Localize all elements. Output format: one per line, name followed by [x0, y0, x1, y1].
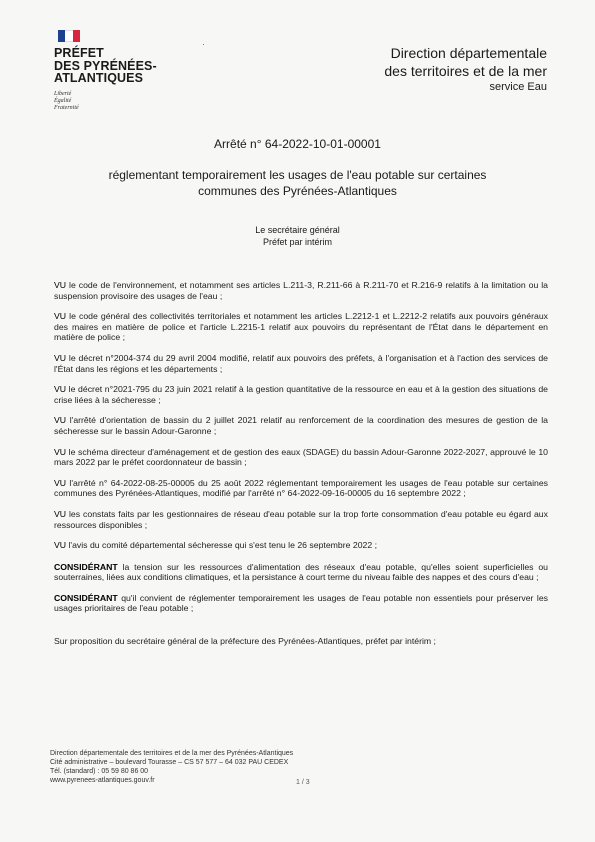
footer-line: Direction départementale des territoires et de la mer des Pyrénées-Atlantiques — [50, 750, 294, 757]
paragraph-keyword: VU — [54, 415, 67, 426]
motto-line: Égalité — [54, 97, 72, 104]
motto-line: Liberté — [54, 90, 72, 97]
paragraph-text: le code de l'environnement, et notamment ses articles L.211-3, R.211-66 à R.211-70 et R.216-9 relatifs à la limitation ou la suspension provisoire des usages de l'eau ; — [54, 280, 548, 301]
service-line-3: service Eau — [489, 81, 547, 93]
signer-block — [0, 224, 595, 248]
visa-paragraph — [54, 562, 548, 583]
paragraph-text: l'arrêté d'orientation de bassin du 2 juillet 2021 relatif au renforcement de la coordination des mesures de gestion de la sécheresse sur le bassin Adour-Garonne ; — [54, 415, 548, 436]
prefet-title-line: PRÉFET — [54, 46, 104, 60]
paragraph-text: le décret n°2004-374 du 29 avril 2004 modifié, relatif aux pouvoirs des préfets, à l'organisation et à l'action des services de l'État dans les régions et les départements ; — [54, 352, 548, 374]
paragraph-keyword: VU — [54, 311, 67, 322]
paragraph-text: l'arrêté n° 64-2022-08-25-00005 du 25 août 2022 réglementant temporairement les usages de l'eau potable sur certaines communes des Pyrénées-Atlantiques, modifié par l'arrêté n° 64-2022-09-16-00005 du 16 septembre 2022 ; — [54, 477, 548, 499]
prefet-title-line: DES PYRÉNÉES- — [54, 58, 157, 73]
page-number: 1 / 3 — [296, 779, 310, 786]
paragraph-keyword: VU — [54, 446, 67, 457]
visa-paragraph — [54, 540, 548, 551]
visa-paragraph — [54, 636, 548, 647]
visa-paragraph — [54, 311, 548, 343]
visa-paragraph — [54, 384, 548, 405]
footer-line: Tél. (standard) : 05 59 80 86 00 — [50, 768, 149, 775]
paragraph-keyword: CONSIDÉRANT — [54, 561, 118, 572]
paragraph-text: le décret n°2021-795 du 23 juin 2021 relatif à la gestion quantitative de la ressource en eau et à la gestion des situations de crise liées à la sécheresse ; — [54, 384, 548, 405]
service-line-2: des territoires et de la mer — [384, 63, 547, 79]
paragraph-keyword: VU — [54, 540, 67, 551]
paragraph-keyword: VU — [54, 477, 67, 488]
paragraph-text: le code général des collectivités territoriales et notamment les articles L.2212-1 et L.2212-2 relatifs aux pouvoirs généraux des maires en matière de police et l'article L.2215-1 relatif aux pouvoirs du représentant de l'État dans le département en matière de police ; — [54, 311, 548, 343]
paragraph-text: les constats faits par les gestionnaires de réseau d'eau potable sur la trop forte consommation d'eau potable eu égard aux ressources disponibles ; — [54, 508, 548, 530]
paragraph-text: le schéma directeur d'aménagement et de gestion des eaux (SDAGE) du bassin Adour-Garonne 2022-2027, approuvé le 10 mars 2022 par le préfet coordonnateur de bassin ; — [54, 446, 548, 468]
paragraph-keyword: VU — [54, 508, 67, 519]
visa-paragraph — [54, 415, 548, 436]
scan-speck — [203, 44, 204, 45]
prefet-title-line: ATLANTIQUES — [54, 71, 144, 85]
visa-paragraph — [54, 509, 548, 530]
service-header — [384, 44, 547, 94]
visa-paragraph — [54, 478, 548, 499]
signer-line-1: Le secrétaire général — [255, 225, 340, 235]
visa-paragraph — [54, 593, 548, 614]
paragraph-keyword: VU — [54, 280, 67, 290]
paragraph-text: Sur proposition du secrétaire général de la préfecture des Pyrénées-Atlantiques, préfet par intérim ; — [54, 636, 436, 647]
arrete-body — [54, 280, 548, 657]
visa-paragraph — [54, 280, 548, 301]
signer-line-2: Préfet par intérim — [262, 237, 333, 247]
footer-line: Cité administrative – boulevard Tourasse – CS 57 577 – 64 032 PAU CEDEX — [50, 759, 289, 766]
prefet-title — [54, 47, 174, 85]
paragraph-text: qu'il convient de réglementer temporairement les usages de l'eau potable non essentiels pour préserver les usages prioritaires de l'eau potable ; — [54, 592, 548, 614]
visa-paragraph — [54, 353, 548, 374]
arrete-objet: réglementant temporairement les usages de l'eau potable sur certaines communes des Pyrénées-Atlantiques — [108, 168, 487, 198]
marianne-flag-icon — [58, 30, 80, 42]
visa-paragraph — [54, 447, 548, 468]
footer-website-link[interactable]: www.pyrenees-atlantiques.gouv.fr — [50, 777, 155, 784]
arrete-number: Arrêté n° 64-2022-10-01-00001 — [214, 137, 381, 151]
motto-line: Fraternité — [54, 104, 79, 111]
republic-motto — [54, 91, 174, 112]
paragraph-keyword: VU — [54, 384, 67, 395]
footer — [50, 749, 293, 785]
service-line-1: Direction départementale — [390, 45, 547, 61]
paragraph-text: l'avis du comité départemental sécheresse qui s'est tenu le 26 septembre 2022 ; — [66, 540, 378, 551]
prefet-logo-block — [54, 30, 174, 112]
paragraph-keyword: CONSIDÉRANT — [54, 592, 118, 603]
paragraph-keyword: VU — [54, 352, 67, 363]
paragraph-text: la tension sur les ressources d'alimentation des réseaux d'eau potable, qu'elles soient superficielles ou souterraines, liées aux conditions climatiques, et la persistance à court terme du niveau faible des nappes et des cours d'eau ; — [54, 561, 548, 583]
